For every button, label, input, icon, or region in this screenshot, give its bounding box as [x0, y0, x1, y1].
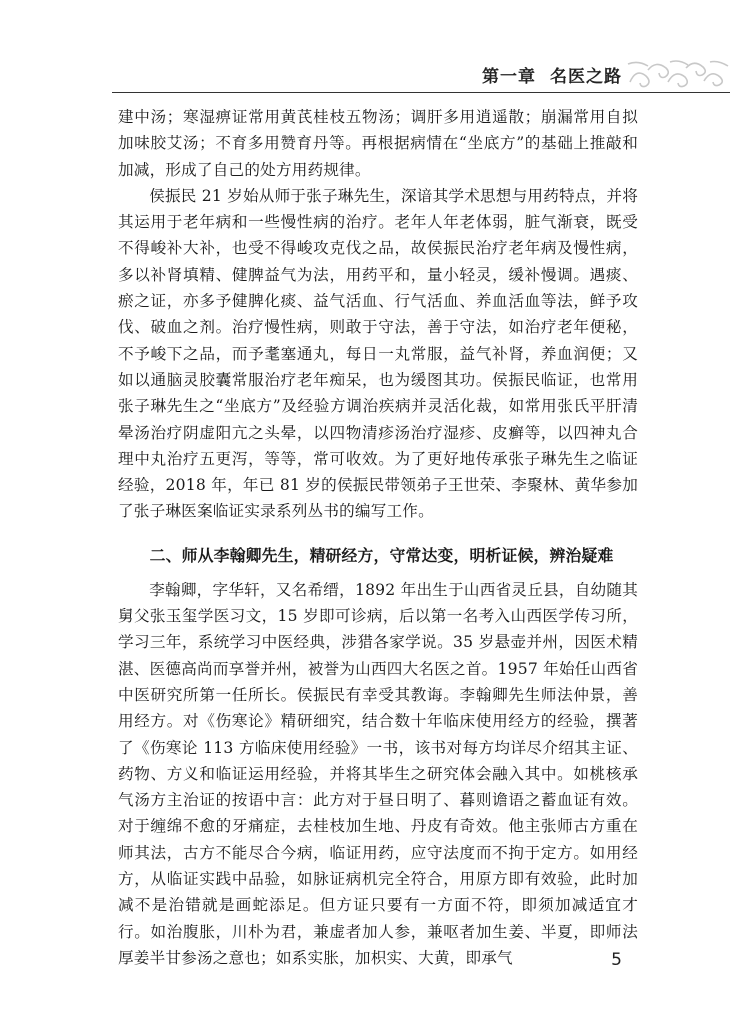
page-number: 5	[611, 950, 622, 970]
page-header	[0, 52, 730, 100]
paragraph-continuation: 建中汤；寒湿痹证常用黄芪桂枝五物汤；调肝多用逍遥散；崩漏常用自拟加味胶艾汤；不育多用赞育丹等。再根据病情在“坐底方”的基础上推敲和加减，形成了自己的处方用药规律。	[118, 108, 638, 179]
chapter-label: 第一章	[482, 67, 536, 87]
section-heading: 二、师从李翰卿先生，精研经方，守常达变，明析证候，辨治疑难	[149, 545, 614, 565]
cloud-pattern-ornament-icon	[626, 56, 730, 90]
body-text	[118, 104, 638, 971]
running-head	[482, 62, 622, 87]
header-rule	[112, 92, 730, 93]
paragraph-hou-zhenmin: 侯振民 21 岁始从师于张子琳先生，深谙其学术思想与用药特点，并将其运用于老年病和一些慢性病的治疗。老年人年老体弱，脏气渐衰，既受不得峻补大补，也受不得峻攻克伐之品，故侯振民治疗老年病及慢性病，多以补肾填精、健脾益气为法，用药平和，量小轻灵，缓补慢调。遇痰、瘀之证，亦多予健脾化痰、益气活血、行气活血、养血活血等法，鲜予攻伐、破血之剂。治疗慢性病，则敢于守法，善于守法，如治疗老年便秘，不予峻下之品，而予耄塞通丸，每日一丸常服，益气补肾，养血润便；又如以通脑灵胶囊常服治疗老年痴呆，也为缓图其功。侯振民临证，也常用张子琳先生之“坐底方”及经验方调治疾病并灵活化裁，如常用张氏平肝清晕汤治疗阴虚阳亢之头晕，以四物清疹汤治疗湿疹、皮癣等，以四神丸合理中丸治疗五更泻，等等，常可收效。为了更好地传承张子琳先生之临证经验，2018 年，年已 81 岁的侯振民带领弟子王世荣、李聚林、黄华参加了张子琳医案临证实录系列丛书的编写工作。	[118, 186, 638, 521]
chapter-title: 名医之路	[550, 67, 622, 87]
paragraph-li-hanqing: 李翰卿，字华轩，又名希缙，1892 年出生于山西省灵丘县，自幼随其舅父张玉玺学医习文，15 岁即可诊病，后以第一名考入山西医学传习所，学习三年，系统学习中医经典，涉猎各家学说。35 岁悬壶并州，因医术精湛、医德高尚而享誉并州，被誉为山西四大名医之首。1957 年始任山西省中医研究所第一任所长。侯振民有幸受其教诲。李翰卿先生师法仲景，善用经方。对《伤寒论》精研细究，结合数十年临床使用经方的经验，撰著了《伤寒论 113 方临床使用经验》一书，该书对每方均详尽介绍其主证、药物、方义和临证运用经验，并将其毕生之研究体会融入其中。如桃核承气汤方主治证的按语中言：此方对于昼日明了、暮则谵语之蓄血证有效。对于缠绵不愈的牙痛症，去桂枝加生地、丹皮有奇效。他主张师古方重在师其法，古方不能尽合今病，临证用药，应守法度而不拘于定方。如用经方，从临证实践中品验，如脉证病机完全符合，用原方即有效验，此时加减不是治错就是画蛇添足。但方证只要有一方面不符，即须加减适宜才行。如治腹胀，川朴为君，兼虚者加人参，兼呕者加生姜、半夏，即师法厚姜半甘参汤之意也；如系实胀，加枳实、大黄，即承气	[118, 580, 638, 967]
